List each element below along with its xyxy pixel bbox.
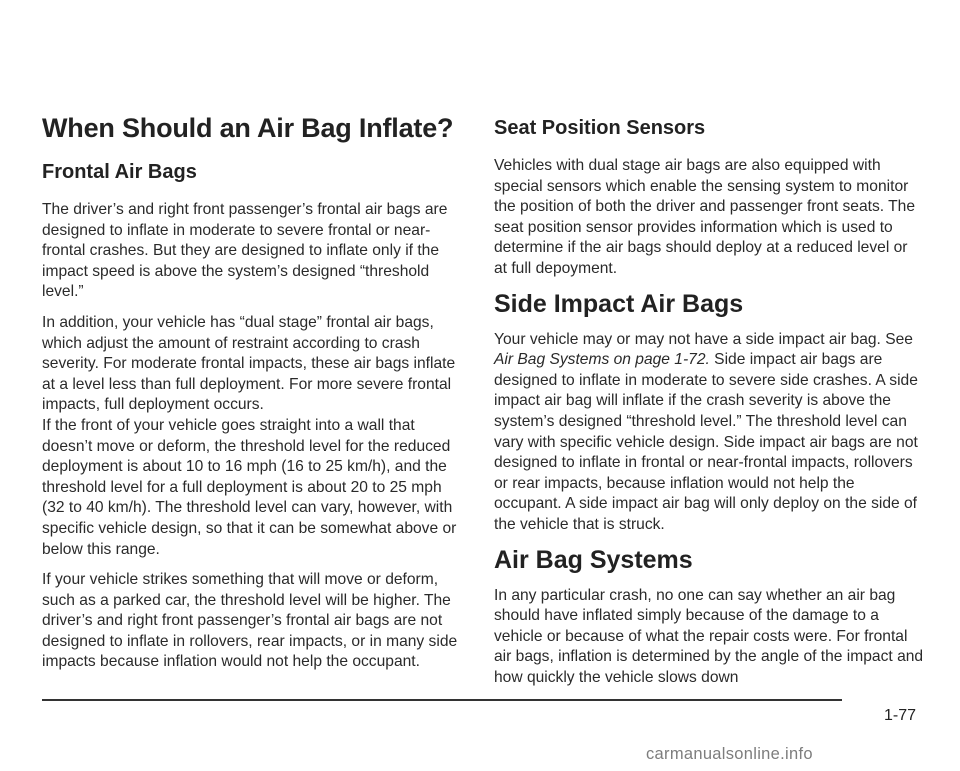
- paragraph-moving-object: If your vehicle strikes something that will move or deform, such as a parked car, the threshold level will be higher. The driver’s and right front passenger’s frontal air bags are not designed to inflate in rollovers, rear impacts, or in many side impacts because inflation would not help the occupant.: [42, 571, 458, 671]
- paragraph-seat-sensors: Vehicles with dual stage air bags are also equipped with special sensors which enable the sensing system to monitor the position of both the driver and passenger front seats. The seat position sensor provides information which is used to determine if the air bags should deploy at a reduced level or at full depoyment.: [494, 157, 916, 277]
- paragraph-threshold: If the front of your vehicle goes straight into a wall that doesn’t move or deform, the threshold level for the reduced deployment is about 10 to 16 mph (16 to 25 km/h), and the threshold level for a full deployment is about 20 to 25 mph (32 to 40 km/h). The threshold level can vary, however, with specific vehicle design, so that it can be somewhat above or below this range.: [42, 416, 457, 558]
- cross-reference-link[interactable]: Air Bag Systems on page 1-72.: [494, 351, 710, 369]
- footer-divider: [42, 699, 842, 701]
- paragraph-dual-stage: In addition, your vehicle has “dual stage” frontal air bags, which adjust the amount of restraint according to crash severity. For moderate frontal impacts, these air bags inflate at a level less than full deployment. For more severe frontal impacts, full deployment occurs.: [42, 313, 456, 414]
- section-heading-seat-position-sensors: Seat Position Sensors: [494, 117, 706, 139]
- paragraph-frontal-intro: The driver’s and right front passenger’s frontal air bags are designed to inflate in moderate to severe frontal or near-frontal crashes. But they are designed to inflate only if the impact speed is above the system’s designed “threshold level.”: [42, 201, 448, 301]
- watermark: carmanualsonline.info: [646, 745, 813, 763]
- section-heading-side-impact-air-bags: Side Impact Air Bags: [494, 289, 744, 318]
- paragraph-air-bag-systems: In any particular crash, no one can say whether an air bag should have inflated simply because of the damage to a vehicle or because of what the repair costs were. For frontal air bags, inflation is determined by the angle of the impact and how quickly the vehicle slows down: [494, 586, 924, 686]
- page-number: 1-77: [884, 707, 917, 724]
- left-column: [42, 112, 464, 683]
- section-heading-frontal-air-bags: Frontal Air Bags: [42, 161, 197, 183]
- section-heading-air-bag-systems: Air Bag Systems: [494, 545, 693, 574]
- side-impact-text-after: Side impact air bags are designed to inflate in moderate to severe side crashes. A side impact air bag will inflate if the crash severity is above the system’s designed “threshold level.” The threshold level can vary with specific vehicle design. Side impact air bags are not designed to inflate in frontal or near-frontal impacts, rollovers or rear impacts, because inflation would not help the occupant. A side impact air bag will only deploy on the side of the vehicle that is struck.: [494, 351, 918, 533]
- paragraph-side-impact: [494, 330, 924, 536]
- side-impact-text-before: Your vehicle may or may not have a side impact air bag. See: [494, 330, 913, 348]
- page-title: When Should an Air Bag Inflate?: [42, 113, 454, 143]
- right-column: [494, 112, 924, 698]
